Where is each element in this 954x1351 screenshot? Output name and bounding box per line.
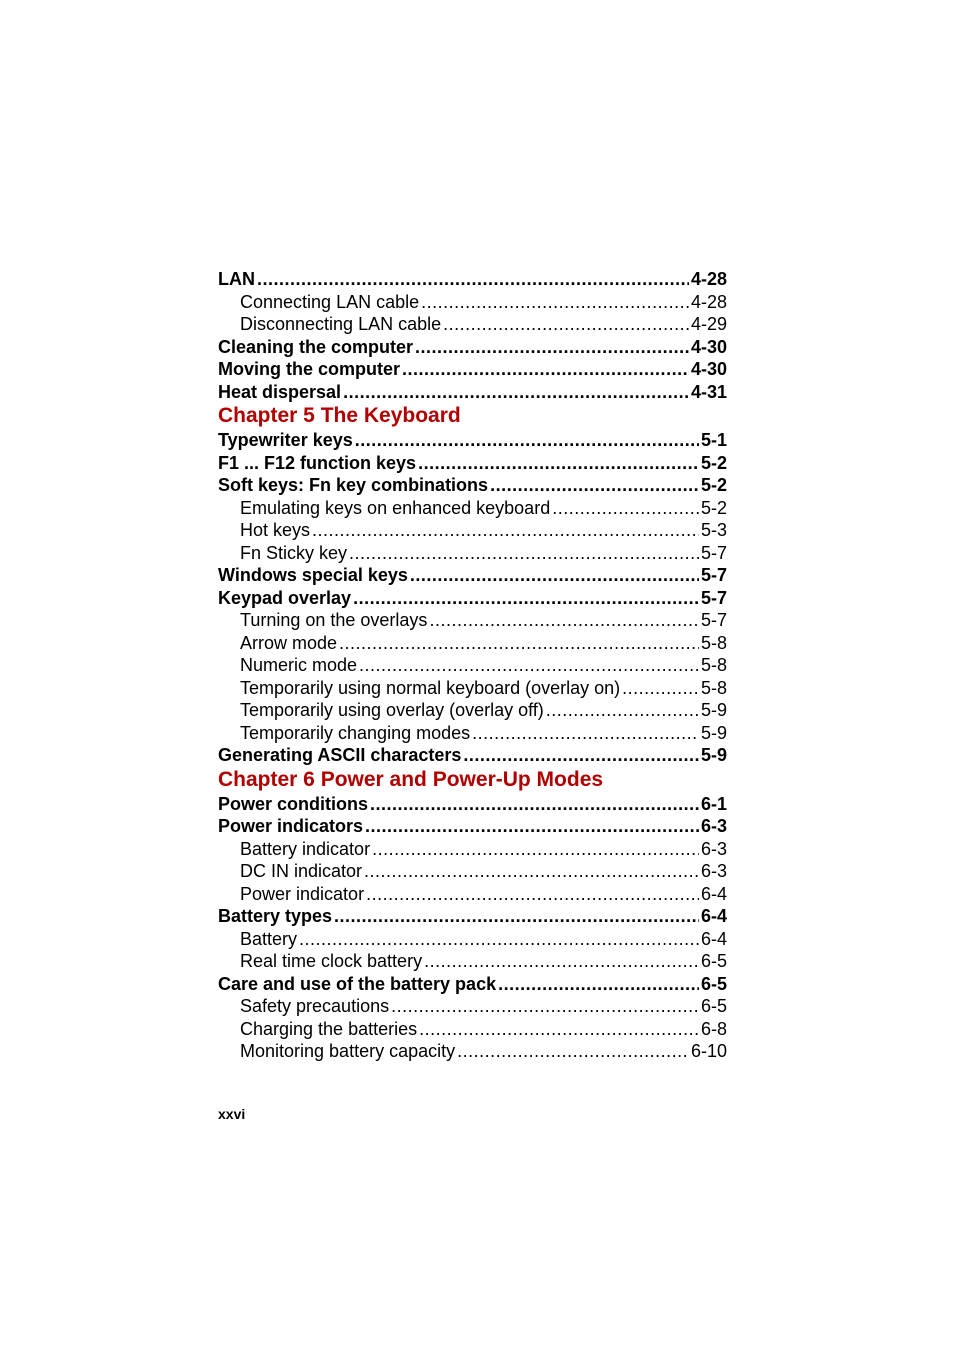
toc-entry-page: 6-8	[700, 1018, 727, 1039]
toc-entry-page: 4-31	[690, 381, 727, 402]
toc-entry-page: 5-9	[700, 722, 727, 743]
toc-subentry[interactable]	[218, 699, 727, 722]
toc-entry-page: 5-2	[700, 452, 727, 473]
toc-entry-page: 5-8	[700, 632, 727, 653]
toc-entry-page: 5-9	[700, 700, 727, 720]
leader-dots	[349, 542, 699, 565]
toc-entry-page: 6-5	[700, 951, 727, 971]
toc-entry-label: Real time clock battery	[240, 951, 423, 971]
leader-dots	[421, 291, 689, 314]
toc-entry-page: 6-1	[700, 793, 727, 814]
leader-dots	[429, 609, 699, 632]
leader-dots	[257, 268, 689, 291]
toc-entry-page: 5-8	[700, 677, 727, 698]
toc-entry-page: 5-7	[700, 542, 727, 563]
toc-entry-page: 5-7	[700, 610, 727, 630]
toc-subentry[interactable]	[218, 1018, 727, 1041]
leader-dots	[498, 973, 699, 996]
toc-subentry[interactable]	[218, 632, 727, 655]
toc-entry-label: Monitoring battery capacity	[240, 1041, 456, 1061]
toc-entry-page: 6-4	[700, 883, 727, 904]
toc-entry-page: 4-29	[690, 314, 727, 334]
toc-entry-page: 6-3	[700, 816, 727, 836]
toc-entry-label: Arrow mode	[240, 632, 338, 653]
table-of-contents	[218, 268, 727, 1063]
toc-entry-label: LAN	[218, 269, 255, 289]
toc-entry-label: Temporarily using overlay (overlay off)	[240, 700, 544, 720]
leader-dots	[359, 654, 699, 677]
toc-entry-label: Turning on the overlays	[240, 610, 428, 630]
toc-entry[interactable]	[218, 815, 727, 838]
toc-entry-label: Charging the batteries	[240, 1018, 418, 1039]
toc-entry-page: 6-10	[690, 1041, 727, 1061]
toc-subentry[interactable]	[218, 838, 727, 861]
toc-entry[interactable]	[218, 474, 727, 497]
toc-entry-label: Generating ASCII characters	[218, 745, 462, 765]
toc-entry-label: Soft keys: Fn key combinations	[218, 475, 489, 495]
toc-entry-page: 5-9	[700, 745, 727, 765]
leader-dots	[457, 1040, 689, 1063]
toc-entry-page: 5-7	[700, 587, 727, 608]
toc-entry-page: 6-3	[700, 838, 727, 859]
toc-entry-page: 4-30	[690, 336, 727, 357]
leader-dots	[622, 677, 699, 700]
toc-entry[interactable]	[218, 564, 727, 587]
toc-subentry[interactable]	[218, 883, 727, 906]
toc-entry-label: Typewriter keys	[218, 430, 353, 450]
toc-entry-label: Moving the computer	[218, 359, 401, 379]
toc-subentry[interactable]	[218, 928, 727, 951]
toc-subentry[interactable]	[218, 609, 727, 632]
leader-dots	[343, 381, 689, 404]
leader-dots	[472, 722, 699, 745]
toc-entry[interactable]	[218, 587, 727, 610]
leader-dots	[366, 883, 699, 906]
leader-dots	[415, 336, 689, 359]
leader-dots	[424, 950, 699, 973]
toc-entry[interactable]	[218, 358, 727, 381]
leader-dots	[418, 452, 699, 475]
toc-subentry[interactable]	[218, 677, 727, 700]
toc-entry-label: Disconnecting LAN cable	[240, 314, 442, 334]
toc-entry-page: 5-2	[700, 475, 727, 495]
toc-entry[interactable]	[218, 793, 727, 816]
leader-dots	[339, 632, 699, 655]
toc-entry-label: Fn Sticky key	[240, 542, 348, 563]
toc-entry-page: 4-28	[690, 291, 727, 312]
leader-dots	[370, 793, 699, 816]
toc-subentry[interactable]	[218, 542, 727, 565]
toc-subentry[interactable]	[218, 313, 727, 336]
toc-entry-label: Keypad overlay	[218, 587, 352, 608]
toc-entry-label: Power indicators	[218, 816, 364, 836]
toc-entry-label: Power conditions	[218, 793, 369, 814]
toc-entry-label: Cleaning the computer	[218, 336, 414, 357]
toc-subentry[interactable]	[218, 722, 727, 745]
toc-entry[interactable]	[218, 429, 727, 452]
toc-entry-page: 5-7	[700, 565, 727, 585]
toc-entry-label: Battery	[240, 928, 298, 949]
chapter-heading[interactable]: Chapter 5 The Keyboard	[218, 404, 461, 427]
toc-entry-label: Battery types	[218, 906, 333, 926]
toc-entry-label: Heat dispersal	[218, 381, 342, 402]
leader-dots	[546, 699, 699, 722]
leader-dots	[443, 313, 689, 336]
toc-entry-label: Windows special keys	[218, 565, 408, 585]
toc-subentry[interactable]	[218, 1040, 727, 1063]
toc-entry-page: 4-28	[690, 269, 727, 289]
toc-entry[interactable]	[218, 744, 727, 767]
toc-entry-page: 6-4	[700, 906, 727, 926]
toc-entry-label: Battery indicator	[240, 838, 371, 859]
toc-entry-label: Care and use of the battery pack	[218, 973, 497, 994]
toc-entry-label: Temporarily changing modes	[240, 722, 471, 743]
toc-subentry[interactable]	[218, 291, 727, 314]
toc-entry-page: 6-4	[700, 928, 727, 949]
toc-subentry[interactable]	[218, 860, 727, 883]
toc-entry-label: Safety precautions	[240, 996, 390, 1016]
toc-subentry[interactable]	[218, 654, 727, 677]
toc-subentry[interactable]	[218, 995, 727, 1018]
toc-entry-label: F1 ... F12 function keys	[218, 452, 417, 473]
leader-dots	[299, 928, 699, 951]
toc-entry-page: 6-3	[700, 861, 727, 881]
leader-dots	[391, 995, 699, 1018]
toc-entry-label: Hot keys	[240, 520, 311, 540]
toc-entry-label: Power indicator	[240, 883, 365, 904]
leader-dots	[312, 519, 699, 542]
leader-dots	[355, 429, 699, 452]
leader-dots	[353, 587, 699, 610]
toc-entry[interactable]	[218, 452, 727, 475]
toc-entry-page: 5-8	[700, 655, 727, 675]
toc-entry-label: DC IN indicator	[240, 861, 363, 881]
leader-dots	[365, 815, 699, 838]
toc-entry-page: 6-5	[700, 996, 727, 1016]
page-number: xxvi	[218, 1106, 246, 1122]
toc-entry-page: 5-3	[700, 520, 727, 540]
toc-entry[interactable]	[218, 336, 727, 359]
toc-entry[interactable]	[218, 268, 727, 291]
leader-dots	[490, 474, 699, 497]
leader-dots	[463, 744, 699, 767]
leader-dots	[334, 905, 699, 928]
toc-entry-label: Temporarily using normal keyboard (overlay on)	[240, 677, 621, 698]
toc-entry-page: 5-2	[700, 497, 727, 518]
toc-entry-label: Connecting LAN cable	[240, 291, 420, 312]
toc-entry-label: Emulating keys on enhanced keyboard	[240, 497, 551, 518]
leader-dots	[552, 497, 699, 520]
toc-subentry[interactable]	[218, 950, 727, 973]
toc-entry-label: Numeric mode	[240, 655, 358, 675]
toc-entry-page: 4-30	[690, 359, 727, 379]
toc-subentry[interactable]	[218, 497, 727, 520]
leader-dots	[364, 860, 699, 883]
leader-dots	[372, 838, 699, 861]
chapter-heading[interactable]: Chapter 6 Power and Power-Up Modes	[218, 767, 604, 791]
leader-dots	[402, 358, 689, 381]
toc-entry[interactable]	[218, 381, 727, 404]
toc-entry[interactable]	[218, 905, 727, 928]
leader-dots	[419, 1018, 699, 1041]
toc-entry-page: 6-5	[700, 973, 727, 994]
toc-subentry[interactable]	[218, 519, 727, 542]
toc-entry-page: 5-1	[700, 430, 727, 450]
toc-entry[interactable]	[218, 973, 727, 996]
leader-dots	[410, 564, 699, 587]
